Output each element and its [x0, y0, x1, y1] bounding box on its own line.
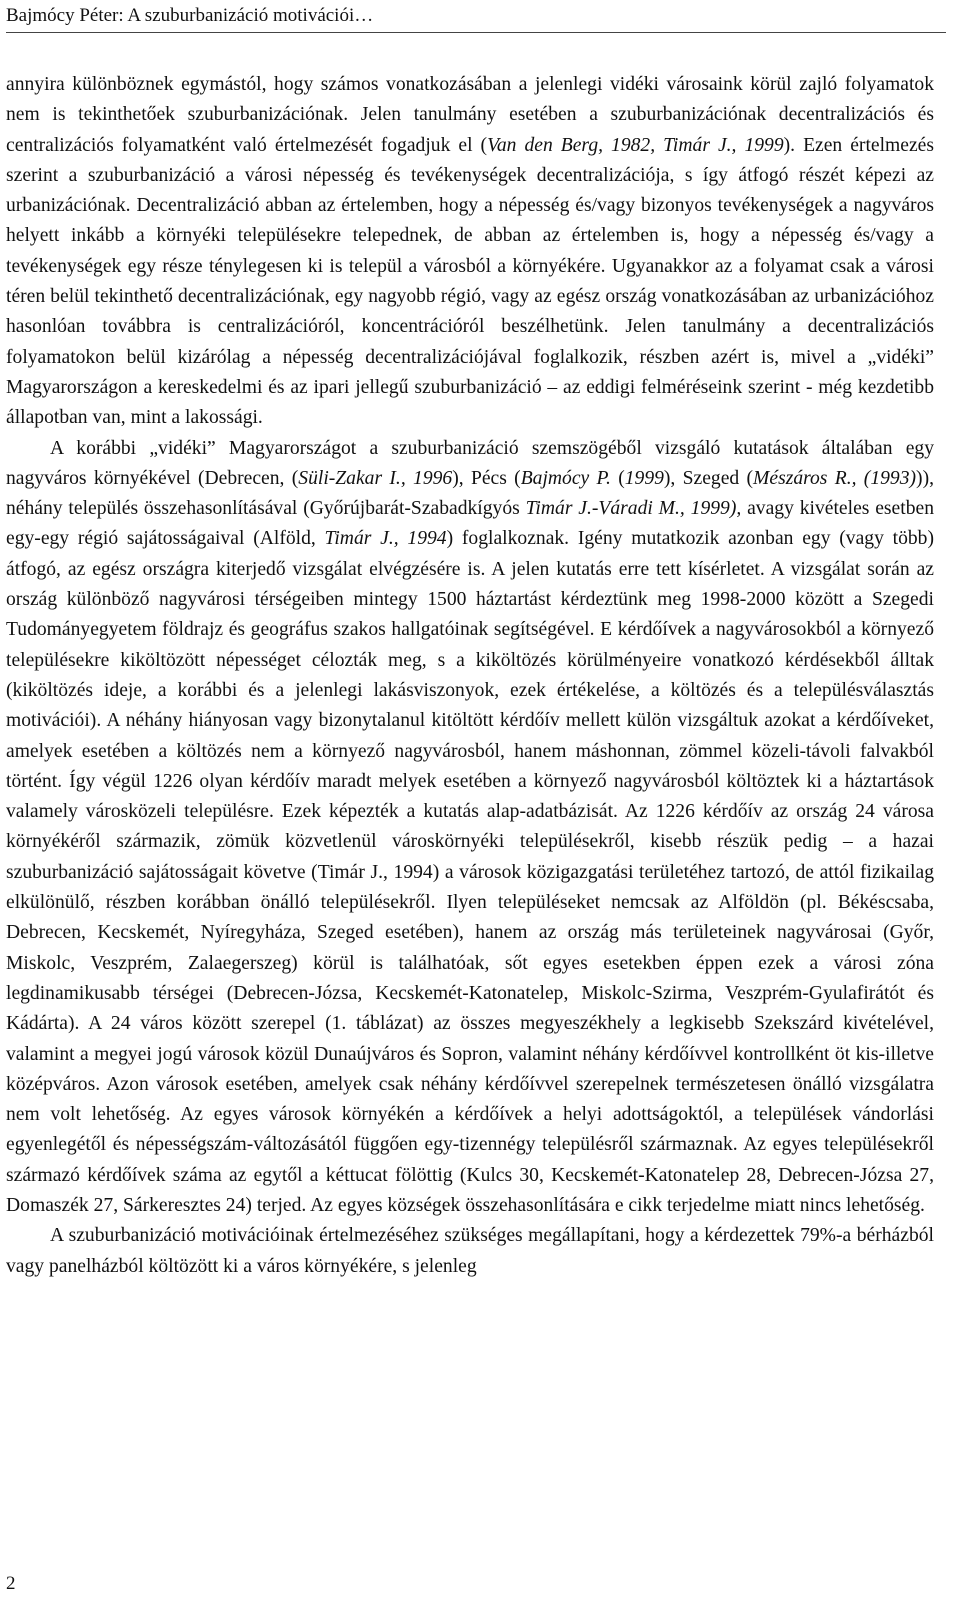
paragraph-3 — [6, 1221, 934, 1282]
p2-text-2: ), Pécs ( — [452, 467, 521, 489]
p2-text-5: )), néhány település összehasonlításával (Győrújbarát-Szabadkígyós — [6, 467, 934, 520]
article-body — [6, 70, 934, 1282]
page-number: 2 — [6, 1573, 16, 1594]
p2-text-3: ( — [610, 467, 625, 489]
p2-text-1: A korábbi „vidéki” Magyarországot a szuburbanizáció szemszögéből vizsgáló kutatások általában egy nagyváros környékével (Debrecen, ( — [6, 437, 934, 489]
p2-citation-suli-zakar: Süli-Zakar I., 1996 — [298, 467, 453, 489]
p2-citation-timar-varadi: Timár J.-Váradi M., 1999), — [525, 498, 742, 520]
p2-citation-timar-1994: Timár J., 1994 — [324, 528, 447, 550]
p2-citation-meszaros: Mészáros R., (1993) — [753, 467, 917, 489]
p2-text-6: avagy kivételes esetben egy-egy régió sajátosságaival (Alföld, — [6, 498, 934, 550]
p3-text-1: A szuburbanizáció motivációinak értelmezéséhez szükséges megállapítani, hogy a kérdezettek 79%-a bérházból vagy panelházból költözött ki a város környékére, s jelenleg — [6, 1225, 934, 1277]
running-title: Bajmócy Péter: A szuburbanizáció motivációi… — [6, 5, 374, 26]
p2-text-7: ) foglalkoznak. Igény mutatkozik azonban egy (vagy több) átfogó, az egész országra kiterjedő vizsgálat elvégzésére is. A jelen kutatás erre tett kísérletet. A vizsgálat során az ország különböző nagyvárosi térségeiben mintegy 1500 háztartást kérdeztünk meg 1998-2000 között a Szegedi Tudományegyetem földrajz és geográfus szakos hallgatóinak segítségével. E kérdőívek a nagyvárosokból a környező településekre kiköltözött népességet célozták meg, s a kiköltözés körülményeire vonatkozó kérdésekből álltak (kiköltözés ideje, a korábbi és a jelenlegi lakásviszonyok, ezek értékelése, a költözés és a településválasztás motivációi). A néhány hiányosan vagy bizonytalanul kitöltött kérdőív mellett külön vizsgáltuk azokat a kérdőíveket, amelyek esetében a költözés nem a környező nagyvárosból, hanem máshonnan, zömmel közeli-távoli falvakból történt. Így végül 1226 olyan kérdőív maradt melyek esetében a környező nagyvárosból költöztek ki a háztartások valamely városközeli településre. Ezek képezték a kutatás alap-adatbázisát. Az 1226 kérdőív az ország 24 városa környékéről származik, zömük közvetlenül városkörnyéki településekről, kisebb részük pedig – a hazai szuburbanizáció sajátosságait követve (Timár J., 1994) a városok közigazgatási területéhez tartozó, de attól fizikailag elkülönülő, részben korábban önálló településekről. Ilyen településeket nemcsak az Alföldön (pl. Békéscsaba, Debrecen, Kecskemét, Nyíregyháza, Szeged esetében), hanem az ország más területeinek nagyvárosai (Győr, Miskolc, Veszprém, Zalaegerszeg) körül is találhatóak, sőt egyes esetekben éppen ezek a városi zóna legdinamikusabb térségei (Debrecen-Józsa, Kecskemét-Katonatelep, Miskolc-Szirma, Veszprém-Gyulafirátót és Kádárta). A 24 város között szerepel (1. táblázat) az összes megyeszékhely a legkisebb Szekszárd kivételével, valamint a megyei jogú városok közül Dunaújváros és Sopron, valamint néhány kérdőívvel kontrollként öt kis-illetve középváros. Azon városok esetében, amelyek csak néhány kérdőívvel szerepelnek természetesen önálló vizsgálatra nem volt lehetőség. Az egyes városok környékén a kérdőívek a helyi adottságoktól, a települések vándorlási egyenlegétől és népességszám-változásától függően egy-tizennégy településről származnak. Az egyes településekről származó kérdőívek száma az egytől a kéttucat fölöttig (Kulcs 30, Kecskemét-Katonatelep 28, Debrecen-Józsa 27, Domaszék 27, Sárkeresztes 24) terjed. Az egyes községek összehasonlítására e cikk terjedelme miatt nincs lehetőség. — [6, 528, 935, 1216]
p1-text-1: annyira különböznek egymástól, hogy számos vonatkozásában a jelenlegi vidéki városaink körül zajló folyamatok nem is tekinthetőek szuburbanizációnak. Jelen tanulmány esetében a szuburbanizációnak decentralizációs és centralizációs folyamatként való értelmezését fogadjuk el ( — [6, 74, 934, 156]
p1-text-2: ). Ezen értelmezés szerint a szuburbanizáció a városi népesség és tevékenységek decentralizációja, s így átfogó részét képezi az urbanizációnak. Decentralizáció abban az értelemben, hogy a népesség és/vagy bizonyos tevékenységek a nagyváros helyett inkább a környéki településekre telepednek, de abban az értelemben is, hogy a népesség és/vagy a tevékenységek egy része ténylegesen ki is települ a városból a környékére. Ugyanakkor az a folyamat csak a városi téren belül tekinthető decentralizációnak, egy nagyobb régió, vagy az egész ország vonatkozásában az urbanizációhoz hasonlóan továbbra is centralizációról, koncentrációról beszélhetünk. Jelen tanulmány a decentralizációs folyamatokon belül kizárólag a népesség decentralizációjával foglalkozik, részben azért is, mivel a „vidéki” Magyarországon a kereskedelmi és az ipari jellegű szuburbanizáció – az eddigi felméréseink szerint - még kezdetibb állapotban van, mint a lakossági. — [6, 134, 934, 429]
paragraph-1 — [6, 70, 934, 434]
p2-text-4: ), Szeged ( — [663, 467, 754, 489]
p2-citation-bajmocy: Bajmócy P. — [520, 467, 611, 489]
running-header — [6, 4, 946, 33]
p1-citation-vandenberg-timar: Van den Berg, 1982, Timár J., 1999 — [487, 134, 784, 156]
p2-citation-bajmocy-year: 1999 — [624, 467, 664, 489]
paragraph-2 — [6, 434, 934, 1222]
